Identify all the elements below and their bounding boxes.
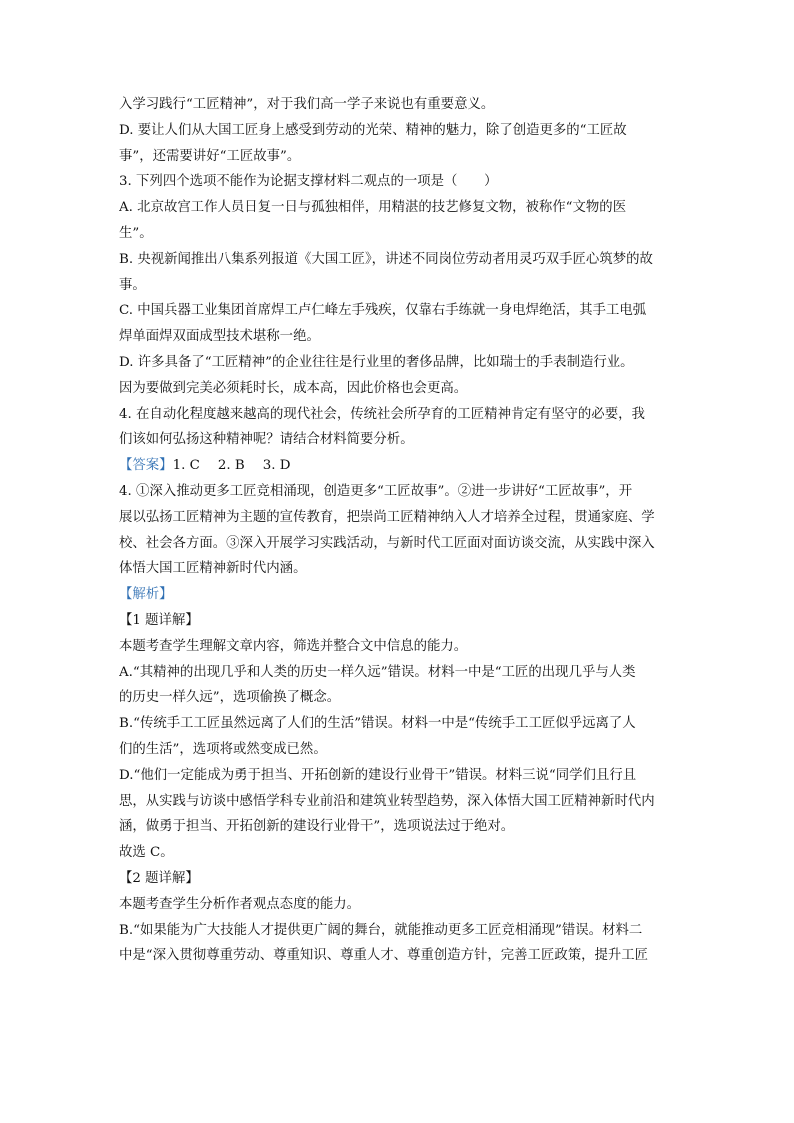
text-line: 事”，还需要讲好“工匠故事”。: [119, 148, 301, 164]
text-line: D. 要让人们从大国工匠身上感受到劳动的光荣、精神的魅力，除了创造更多的“工匠故: [119, 122, 627, 138]
q1-detail-header: 【1 题详解】: [119, 612, 199, 628]
analysis-line: 本题考查学生分析作者观点态度的能力。: [119, 896, 361, 912]
analysis-label: 【解析】: [119, 587, 173, 603]
text-line: 入学习践行“工匠精神”，对于我们高一学子来说也有重要意义。: [119, 97, 495, 112]
analysis-line: A.“其精神的出现几乎和人类的历史一样久远”错误。材料一中是“工匠的出现几乎与人类: [119, 664, 636, 680]
analysis-line: 中是“深入贯彻尊重劳动、尊重知识、尊重人才、尊重创造方针，完善工匠政策，提升工匠: [119, 948, 649, 964]
analysis-line: 的历史一样久远”，选项偷换了概念。: [119, 690, 341, 706]
question-3-stem: 3. 下列四个选项不能作为论据支撑材料二观点的一项是（ ）: [119, 174, 498, 190]
answer-4-line: 校、社会各方面。③深入开展学习实践活动，与新时代工匠面对面访谈交流，从实践中深入: [119, 535, 655, 551]
q3-option-d-cont: 因为要做到完美必须耗时长，成本高，因此价格也会更高。: [119, 380, 468, 396]
q3-option-b-cont: 事。: [119, 277, 146, 293]
answer-4-line: 体悟大国工匠精神新时代内涵。: [119, 561, 307, 577]
q3-option-c: C. 中国兵器工业集团首席焊工卢仁峰左手残疾，仅靠右手练就一身电焊绝活，其手工电弧: [119, 303, 647, 319]
q3-option-a: A. 北京故宫工作人员日复一日与孤独相伴，用精湛的技艺修复文物，被称作“文物的医: [119, 200, 627, 216]
q3-option-d: D. 许多具备了“工匠精神”的企业往往是行业里的奢侈品牌，比如瑞士的手表制造行业。: [119, 354, 634, 370]
question-4-stem-cont: 们该如何弘扬这种精神呢？请结合材料简要分析。: [119, 432, 414, 448]
analysis-line: 本题考查学生理解文章内容，筛选并整合文中信息的能力。: [119, 638, 468, 654]
question-4-stem: 4. 在自动化程度越来越高的现代社会，传统社会所孕育的工匠精神肯定有坚守的必要，我: [119, 406, 645, 422]
analysis-line: 涵，做勇于担当、开拓创新的建设行业骨干”，选项说法过于绝对。: [119, 819, 515, 835]
analysis-line: B.“传统手工工匠虽然远离了人们的生活”错误。材料一中是“传统手工工匠似乎远离了人: [119, 716, 636, 732]
analysis-line: 故选 C。: [119, 845, 174, 861]
answer-4-line: 4. ①深入推动更多工匠竞相涌现，创造更多“工匠故事”。②进一步讲好“工匠故事”，开: [119, 483, 633, 499]
answer-2: 2. B: [217, 458, 245, 474]
analysis-line: 们的生活”，选项将或然变成已然。: [119, 741, 327, 757]
answer-4-line: 展以弘扬工匠精神为主题的宣传教育，把崇尚工匠精神纳入人才培养全过程，贯通家庭、学: [119, 509, 655, 525]
answer-3: 3. D: [262, 458, 291, 474]
answer-1: 1. C: [172, 458, 200, 474]
analysis-line: D.“他们一定能成为勇于担当、开拓创新的建设行业骨干”错误。材料三说“同学们且行且: [119, 767, 637, 783]
q2-detail-header: 【2 题详解】: [119, 870, 199, 886]
answer-label: 【答案】: [119, 458, 173, 474]
analysis-line: B.“如果能为广大技能人才提供更广阔的舞台，就能推动更多工匠竞相涌现”错误。材料二: [119, 922, 643, 938]
q3-option-b: B. 央视新闻推出八集系列报道《大国工匠》，讲述不同岗位劳动者用灵巧双手匠心筑梦的故: [119, 251, 653, 267]
answer-row: [119, 453, 681, 479]
analysis-line: 思，从实践与访谈中感悟学科专业前沿和建筑业转型趋势，深入体悟大国工匠精神新时代内: [119, 793, 655, 809]
q3-option-a-cont: 生”。: [119, 225, 153, 241]
page-content: [119, 92, 681, 969]
q3-option-c-cont: 焊单面焊双面成型技术堪称一绝。: [119, 329, 320, 345]
